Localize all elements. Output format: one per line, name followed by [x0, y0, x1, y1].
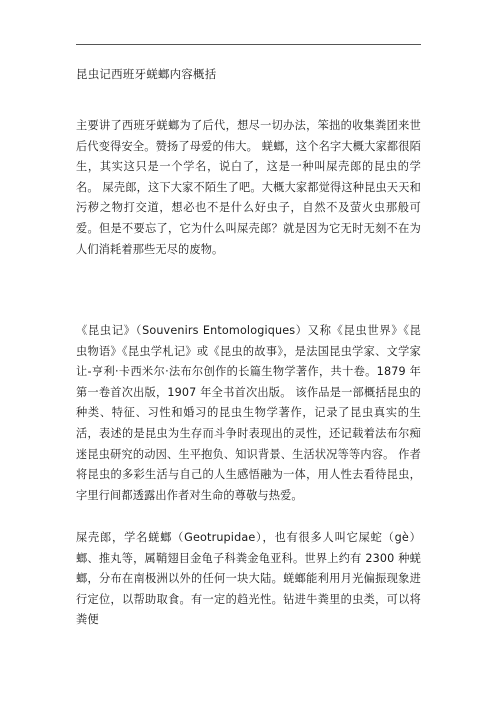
header-divider [76, 44, 421, 45]
paragraph-book-intro: 《昆虫记》（Souvenirs Entomologiques）又称《昆虫世界》《昆虫物语》《昆虫学札记》或《昆虫的故事》，是法国昆虫学家、文学家让-亨利·卡西米尔·法布尔创作的长篇生物学著作，共十卷。1879 年第一卷首次出版，1907 年全书首次出版。 该作品是一部概括昆虫的种类、特征、习性和婚习的昆虫生物学著作，记录了昆虫真实的生活，表述的是昆虫为生存而斗争时表现出的灵性，还记载着法布尔痴迷昆虫研究的动因、生平抱负、知识背景、生活状况等等内容。 作者将昆虫的多彩生活与自己的人生感悟融为一体，用人性去看待昆虫，字里行间都透露出作者对生命的尊敬与热爱。 [76, 324, 421, 502]
document-title: 昆虫记西班牙蜣螂内容概括 [76, 67, 217, 81]
paragraph-summary: 主要讲了西班牙蜣螂为了后代，想尽一切办法，笨拙的收集粪团来世后代变得安全。赞扬了母爱的伟大。 蜣螂，这个名字大概大家都很陌生，其实这只是一个学名，说白了，这是一种叫屎壳郎的昆虫的学名。 屎壳郎，这下大家不陌生了吧。大概大家都觉得这种昆虫天天和污秽之物打交道，想必也不是什么好虫子，自然不及萤火虫那般可爱。但是不要忘了，它为什么叫屎壳郎？就是因为它无时无刻不在为人们消耗着那些无尽的废物。 [76, 119, 421, 256]
paragraph-dung-beetle: 屎壳郎，学名蜣螂（Geotrupidae），也有很多人叫它屎蛇（gè）螂、推丸等，属鞘翅目金龟子科粪金龟亚科。世界上约有 2300 种蜣螂，分布在南极洲以外的任何一块大陆。蜣螂能利用月光偏振现象进行定位，以帮助取食。有一定的趋光性。钻进牛粪里的虫类，可以将粪便 [76, 531, 421, 627]
